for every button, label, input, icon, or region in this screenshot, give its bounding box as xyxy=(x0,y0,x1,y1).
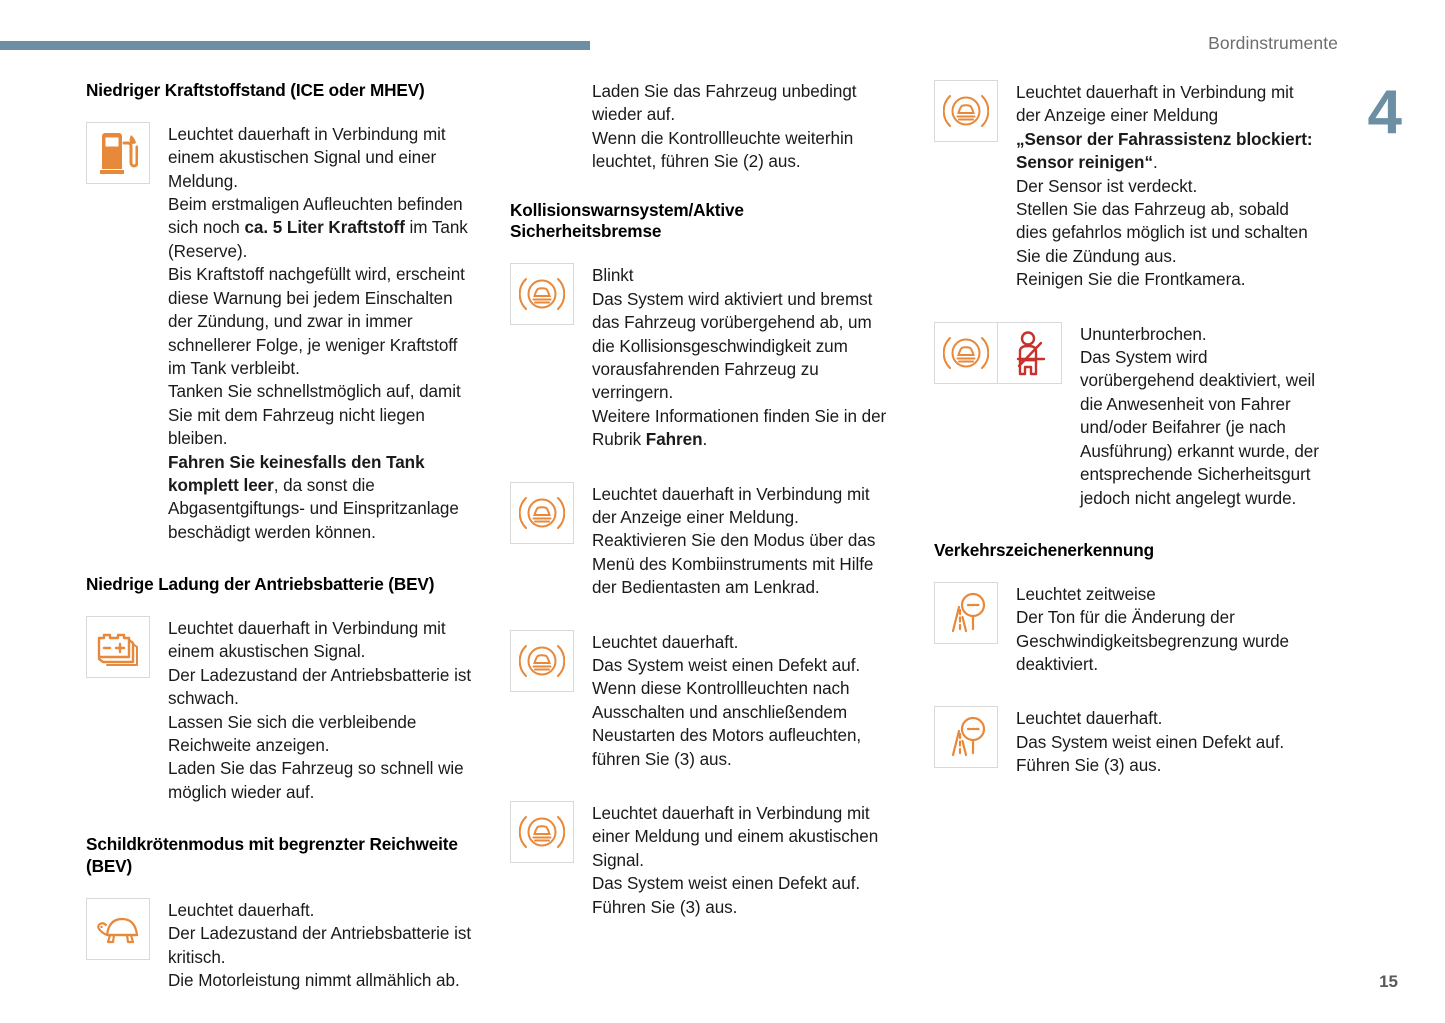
text-line: Das System wird vorübergehend deaktiviert, weil die Anwesenheit von Fahrer und/oder Beifahrer (je nach Ausführung) erkannt wurde, der entsprechende Sicherheitsgurt jedoch nicht angelegt wurde. xyxy=(1080,348,1319,508)
icon-group xyxy=(86,616,150,678)
text-line: Leuchtet dauerhaft. xyxy=(168,900,315,920)
text-line: Das System weist einen Defekt auf. xyxy=(592,656,861,675)
text-run: im Tank (Reserve). xyxy=(168,218,468,261)
entry-traffic-sign-sound-off xyxy=(934,582,1320,677)
entry-body xyxy=(592,630,896,771)
entry-body xyxy=(1016,80,1320,292)
entry-collision-fault xyxy=(510,630,896,771)
text-run: , da sonst die Abgasentgiftungs- und Einspritzanlage beschädigt werden können. xyxy=(168,475,459,542)
entry-turtle-mode xyxy=(86,898,472,993)
icon-group xyxy=(510,263,574,325)
text-line: Leuchtet dauerhaft in Verbindung mit einer Meldung und einem akustischen Signal. xyxy=(592,804,879,870)
text-line: Führen Sie (3) aus. xyxy=(592,897,738,917)
icon-group xyxy=(510,482,574,544)
collision-warning-icon xyxy=(510,801,574,863)
text-line: Der Sensor ist verdeckt. xyxy=(1016,176,1198,196)
text-line: Führen Sie (3) aus. xyxy=(1016,756,1162,776)
entry-system-deactivated-seatbelt xyxy=(934,322,1320,510)
entry-body xyxy=(592,482,896,600)
page-number: 15 xyxy=(1379,972,1398,991)
text-line xyxy=(168,193,472,263)
section-title-low-traction-battery: Niedrige Ladung der Antriebsbatterie (BEV) xyxy=(86,574,435,595)
continuation-paragraph xyxy=(510,80,896,174)
icon-group xyxy=(86,122,150,184)
text-line: Bis Kraftstoff nachgefüllt wird, erscheint diese Warnung bei jedem Einschalten der Zündung, und zwar in immer schnellerer Folge, je weniger Kraftstoff im Tank verbleibt. xyxy=(168,265,465,378)
icon-group xyxy=(86,898,150,960)
text-line: Wenn die Kontrollleuchte weiterhin leuchtet, führen Sie (2) aus. xyxy=(592,128,854,172)
entry-collision-message xyxy=(510,482,896,600)
column-left xyxy=(86,80,472,1023)
text-line xyxy=(1016,128,1320,175)
text-line: Stellen Sie das Fahrzeug ab, sobald dies gefahrlos möglich ist und schalten Sie die Zündung aus. xyxy=(1016,200,1308,266)
fuel-pump-icon xyxy=(86,122,150,184)
text-line: Leuchtet zeitweise xyxy=(1016,584,1156,604)
text-run-bold: ca. 5 Liter Kraftstoff xyxy=(244,218,405,238)
collision-warning-icon xyxy=(510,263,574,325)
text-run: . xyxy=(1152,153,1158,173)
traffic-sign-recognition-icon xyxy=(934,582,998,644)
icon-group xyxy=(934,80,998,142)
entry-collision-fault-audible xyxy=(510,801,896,919)
seatbelt-unfastened-icon xyxy=(998,322,1062,384)
text-line: Reinigen Sie die Frontkamera. xyxy=(1016,270,1246,290)
entry-traffic-sign-fault xyxy=(934,706,1320,777)
entry-low-fuel xyxy=(86,122,472,544)
header-chapter-title: Bordinstrumente xyxy=(1208,33,1338,53)
text-line: Wenn diese Kontrollleuchten nach Ausschalten und anschließendem Neustarten des Motors aufleuchten, führen Sie (3) aus. xyxy=(592,679,862,769)
text-line: Der Ladezustand der Antriebsbatterie ist kritisch. xyxy=(168,924,472,967)
text-run: Beim erstmaligen Aufleuchten befinden sich noch xyxy=(168,195,463,238)
text-line: Ununterbrochen. xyxy=(1080,324,1207,344)
text-line: Blinkt xyxy=(592,266,634,286)
text-line: Tanken Sie schnellstmöglich auf, damit Sie mit dem Fahrzeug nicht liegen bleiben. xyxy=(168,382,461,449)
entry-body xyxy=(592,263,896,451)
icon-group xyxy=(934,582,998,644)
section-title-traffic-sign-recognition: Verkehrszeichenerkennung xyxy=(934,539,1154,560)
text-line: Reaktivieren Sie den Modus über das Menü des Kombiinstruments mit Hilfe der Bedientasten am Lenkrad. xyxy=(592,531,876,598)
icon-group xyxy=(510,630,574,692)
column-middle xyxy=(510,80,896,1023)
text-line xyxy=(592,405,896,452)
text-line: Leuchtet dauerhaft in Verbindung mit der Anzeige einer Meldung xyxy=(1016,83,1294,126)
icon-group xyxy=(934,706,998,768)
turtle-icon xyxy=(86,898,150,960)
text-run-bold: Fahren xyxy=(645,430,703,450)
column-right xyxy=(934,80,1320,1023)
traction-battery-icon xyxy=(86,616,150,678)
content-columns xyxy=(86,80,1345,1023)
text-line: Laden Sie das Fahrzeug so schnell wie möglich wieder auf. xyxy=(168,759,464,802)
text-line: Leuchtet dauerhaft in Verbindung mit der Anzeige einer Meldung. xyxy=(592,484,870,527)
entry-body xyxy=(168,898,472,993)
section-title-turtle-mode: Schildkrötenmodus mit begrenzter Reichweite (BEV) xyxy=(86,834,458,877)
traffic-sign-recognition-icon xyxy=(934,706,998,768)
text-run-bold: Fahren Sie keinesfalls den Tank komplett leer xyxy=(168,452,425,495)
text-line: Das System weist einen Defekt auf. xyxy=(1016,732,1285,752)
text-run-bold: „Sensor der Fahrassistenz blockiert: Sensor reinigen“ xyxy=(1016,129,1313,173)
entry-body xyxy=(168,122,472,544)
icon-group xyxy=(510,801,574,863)
text-line: Der Ladezustand der Antriebsbatterie ist schwach. xyxy=(168,665,472,709)
collision-warning-icon xyxy=(510,630,574,692)
entry-body xyxy=(1080,322,1320,510)
text-line: Das System wird aktiviert und bremst das Fahrzeug vorübergehend ab, um die Kollisionsgeschwindigkeit zum vorausfahrenden Fahrzeug zu verringern. xyxy=(592,289,873,403)
collision-warning-icon xyxy=(934,322,998,384)
header-rule xyxy=(0,41,590,50)
entry-low-traction-battery xyxy=(86,616,472,804)
entry-body xyxy=(592,801,896,919)
entry-collision-blinking xyxy=(510,263,896,451)
text-line: Der Ton für die Änderung der Geschwindigkeitsbegrenzung wurde deaktiviert. xyxy=(1016,608,1290,674)
section-title-low-fuel: Niedriger Kraftstoffstand (ICE oder MHEV) xyxy=(86,80,425,100)
text-line: Leuchtet dauerhaft in Verbindung mit einem akustischen Signal und einer Meldung. xyxy=(168,124,446,191)
text-line xyxy=(168,451,472,545)
collision-warning-icon xyxy=(510,482,574,544)
text-run: Weitere Informationen finden Sie in der Rubrik xyxy=(592,406,887,450)
text-line: Leuchtet dauerhaft. xyxy=(592,632,739,652)
text-line: Lassen Sie sich die verbleibende Reichweite anzeigen. xyxy=(168,712,417,756)
entry-body xyxy=(1016,706,1320,777)
icon-group xyxy=(934,322,1062,384)
text-line: Leuchtet dauerhaft in Verbindung mit einem akustischen Signal. xyxy=(168,619,446,662)
text-run: . xyxy=(702,430,708,450)
chapter-number: 4 xyxy=(1367,78,1402,147)
entry-body xyxy=(168,616,472,804)
entry-body xyxy=(1016,582,1320,677)
entry-sensor-blocked xyxy=(934,80,1320,292)
text-line: Die Motorleistung nimmt allmählich ab. xyxy=(168,971,460,991)
text-line: Laden Sie das Fahrzeug unbedingt wieder auf. xyxy=(592,82,857,125)
section-title-collision-warning: Kollisionswarnsystem/Aktive Sicherheitsbremse xyxy=(510,199,744,242)
text-line: Leuchtet dauerhaft. xyxy=(1016,709,1163,729)
collision-warning-icon xyxy=(934,80,998,142)
text-line: Das System weist einen Defekt auf. xyxy=(592,874,861,894)
